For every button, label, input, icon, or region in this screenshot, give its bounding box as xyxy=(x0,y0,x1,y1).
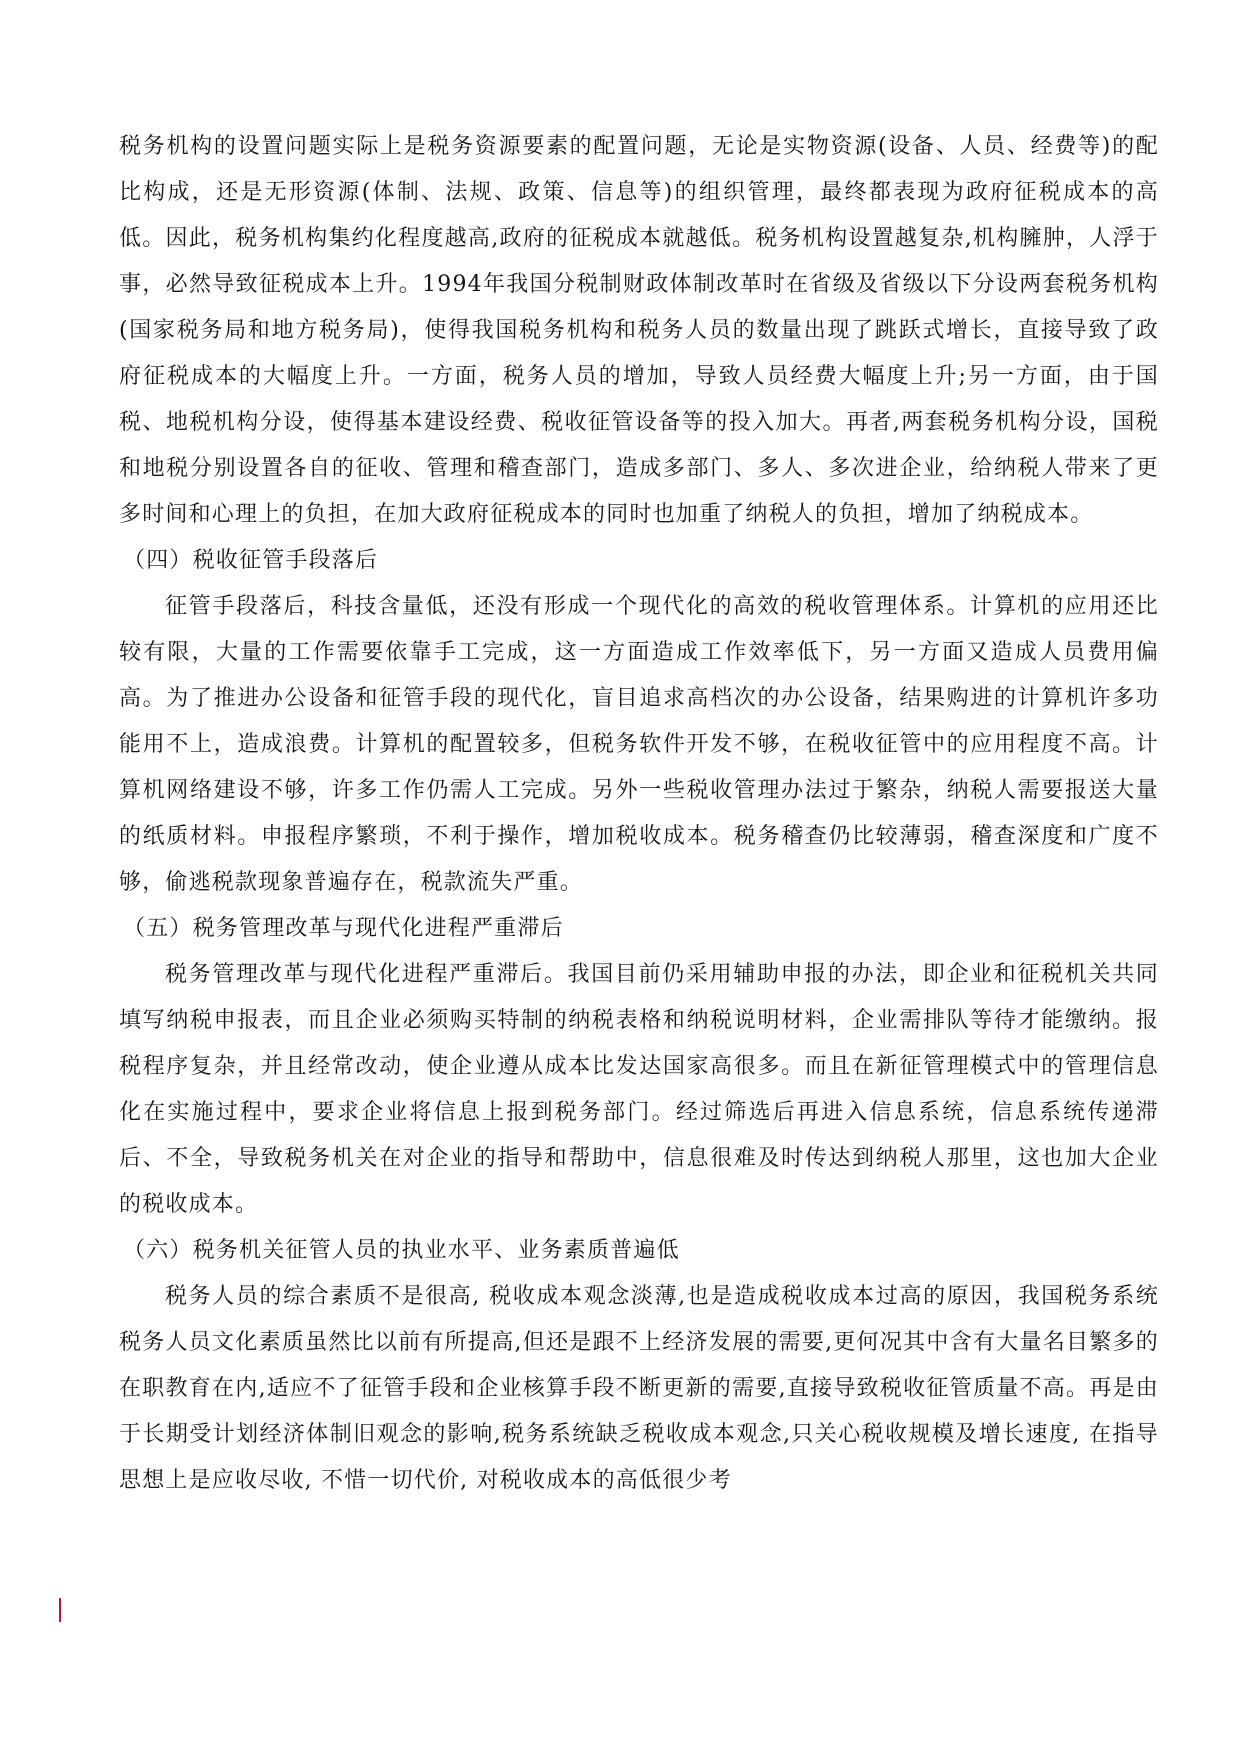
section-heading-6: （六）税务机关征管人员的执业水平、业务素质普遍低 xyxy=(123,1238,680,1263)
margin-mark xyxy=(59,1598,61,1622)
paragraph-tax-agency-setup: 税务机构的设置问题实际上是税务资源要素的配置问题，无论是实物资源(设备、人员、经费等)的配比构成，还是无形资源(体制、法规、政策、信息等)的组织管理，最终都表现为政府征税成本的高低。因此，税务机构集约化程度越高,政府的征税成本就越低。税务机构设置越复杂,机构臃肿，人浮于事，必然导致征税成本上升。1994年我国分税制财政体制改革时在省级及省级以下分设两套税务机构(国家税务局和地方税务局)，使得我国税务机构和税务人员的数量出现了跳跃式增长，直接导致了政府征税成本的大幅度上升。一方面，税务人员的增加，导致人员经费大幅度上升;另一方面，由于国税、地税机构分设，使得基本建设经费、税收征管设备等的投入加大。再者,两套税务机构分设，国税和地税分别设置各自的征收、管理和稽查部门，造成多部门、多人、多次进企业，给纳税人带来了更多时间和心理上的负担，在加大政府征税成本的同时也加重了纳税人的负担，增加了纳税成本。 xyxy=(119,134,1159,527)
paragraph-collection-methods: 征管手段落后，科技含量低，还没有形成一个现代化的高效的税收管理体系。计算机的应用还比较有限，大量的工作需要依靠手工完成，这一方面造成工作效率低下，另一方面又造成人员费用偏高。为了推进办公设备和征管手段的现代化，盲目追求高档次的办公设备，结果购进的计算机许多功能用不上，造成浪费。计算机的配置较多，但税务软件开发不够，在税收征管中的应用程度不高。计算机网络建设不够，许多工作仍需人工完成。另外一些税收管理办法过于繁杂，纳税人需要报送大量的纸质材料。申报程序繁琐，不利于操作，增加税收成本。税务稽查仍比较薄弱，稽查深度和广度不够，偷逃税款现象普遍存在，税款流失严重。 xyxy=(119,594,1159,895)
section-heading-5: （五）税务管理改革与现代化进程严重滞后 xyxy=(123,916,564,941)
paragraph-management-reform: 税务管理改革与现代化进程严重滞后。我国目前仍采用辅助申报的办法，即企业和征税机关共同填写纳税申报表，而且企业必须购买特制的纳税表格和纳税说明材料，企业需排队等待才能缴纳。报税程序复杂，并且经常改动，使企业遵从成本比发达国家高很多。而且在新征管理模式中的管理信息化在实施过程中，要求企业将信息上报到税务部门。经过筛选后再进入信息系统，信息系统传递滞后、不全，导致税务机关在对企业的指导和帮助中，信息很难及时传达到纳税人那里，这也加大企业的税收成本。 xyxy=(119,962,1159,1217)
document-body xyxy=(119,124,1159,1504)
paragraph-staff-quality: 税务人员的综合素质不是很高, 税收成本观念淡薄,也是造成税收成本过高的原因，我国税务系统税务人员文化素质虽然比以前有所提高,但还是跟不上经济发展的需要,更何况其中含有大量名目繁多的在职教育在内,适应不了征管手段和企业核算手段不断更新的需要,直接导致税收征管质量不高。再是由于长期受计划经济体制旧观念的影响,税务系统缺乏税收成本观念,只关心税收规模及增长速度, 在指导思想上是应收尽收, 不惜一切代价, 对税收成本的高低很少考 xyxy=(119,1284,1159,1493)
section-heading-4: （四）税收征管手段落后 xyxy=(123,548,379,573)
